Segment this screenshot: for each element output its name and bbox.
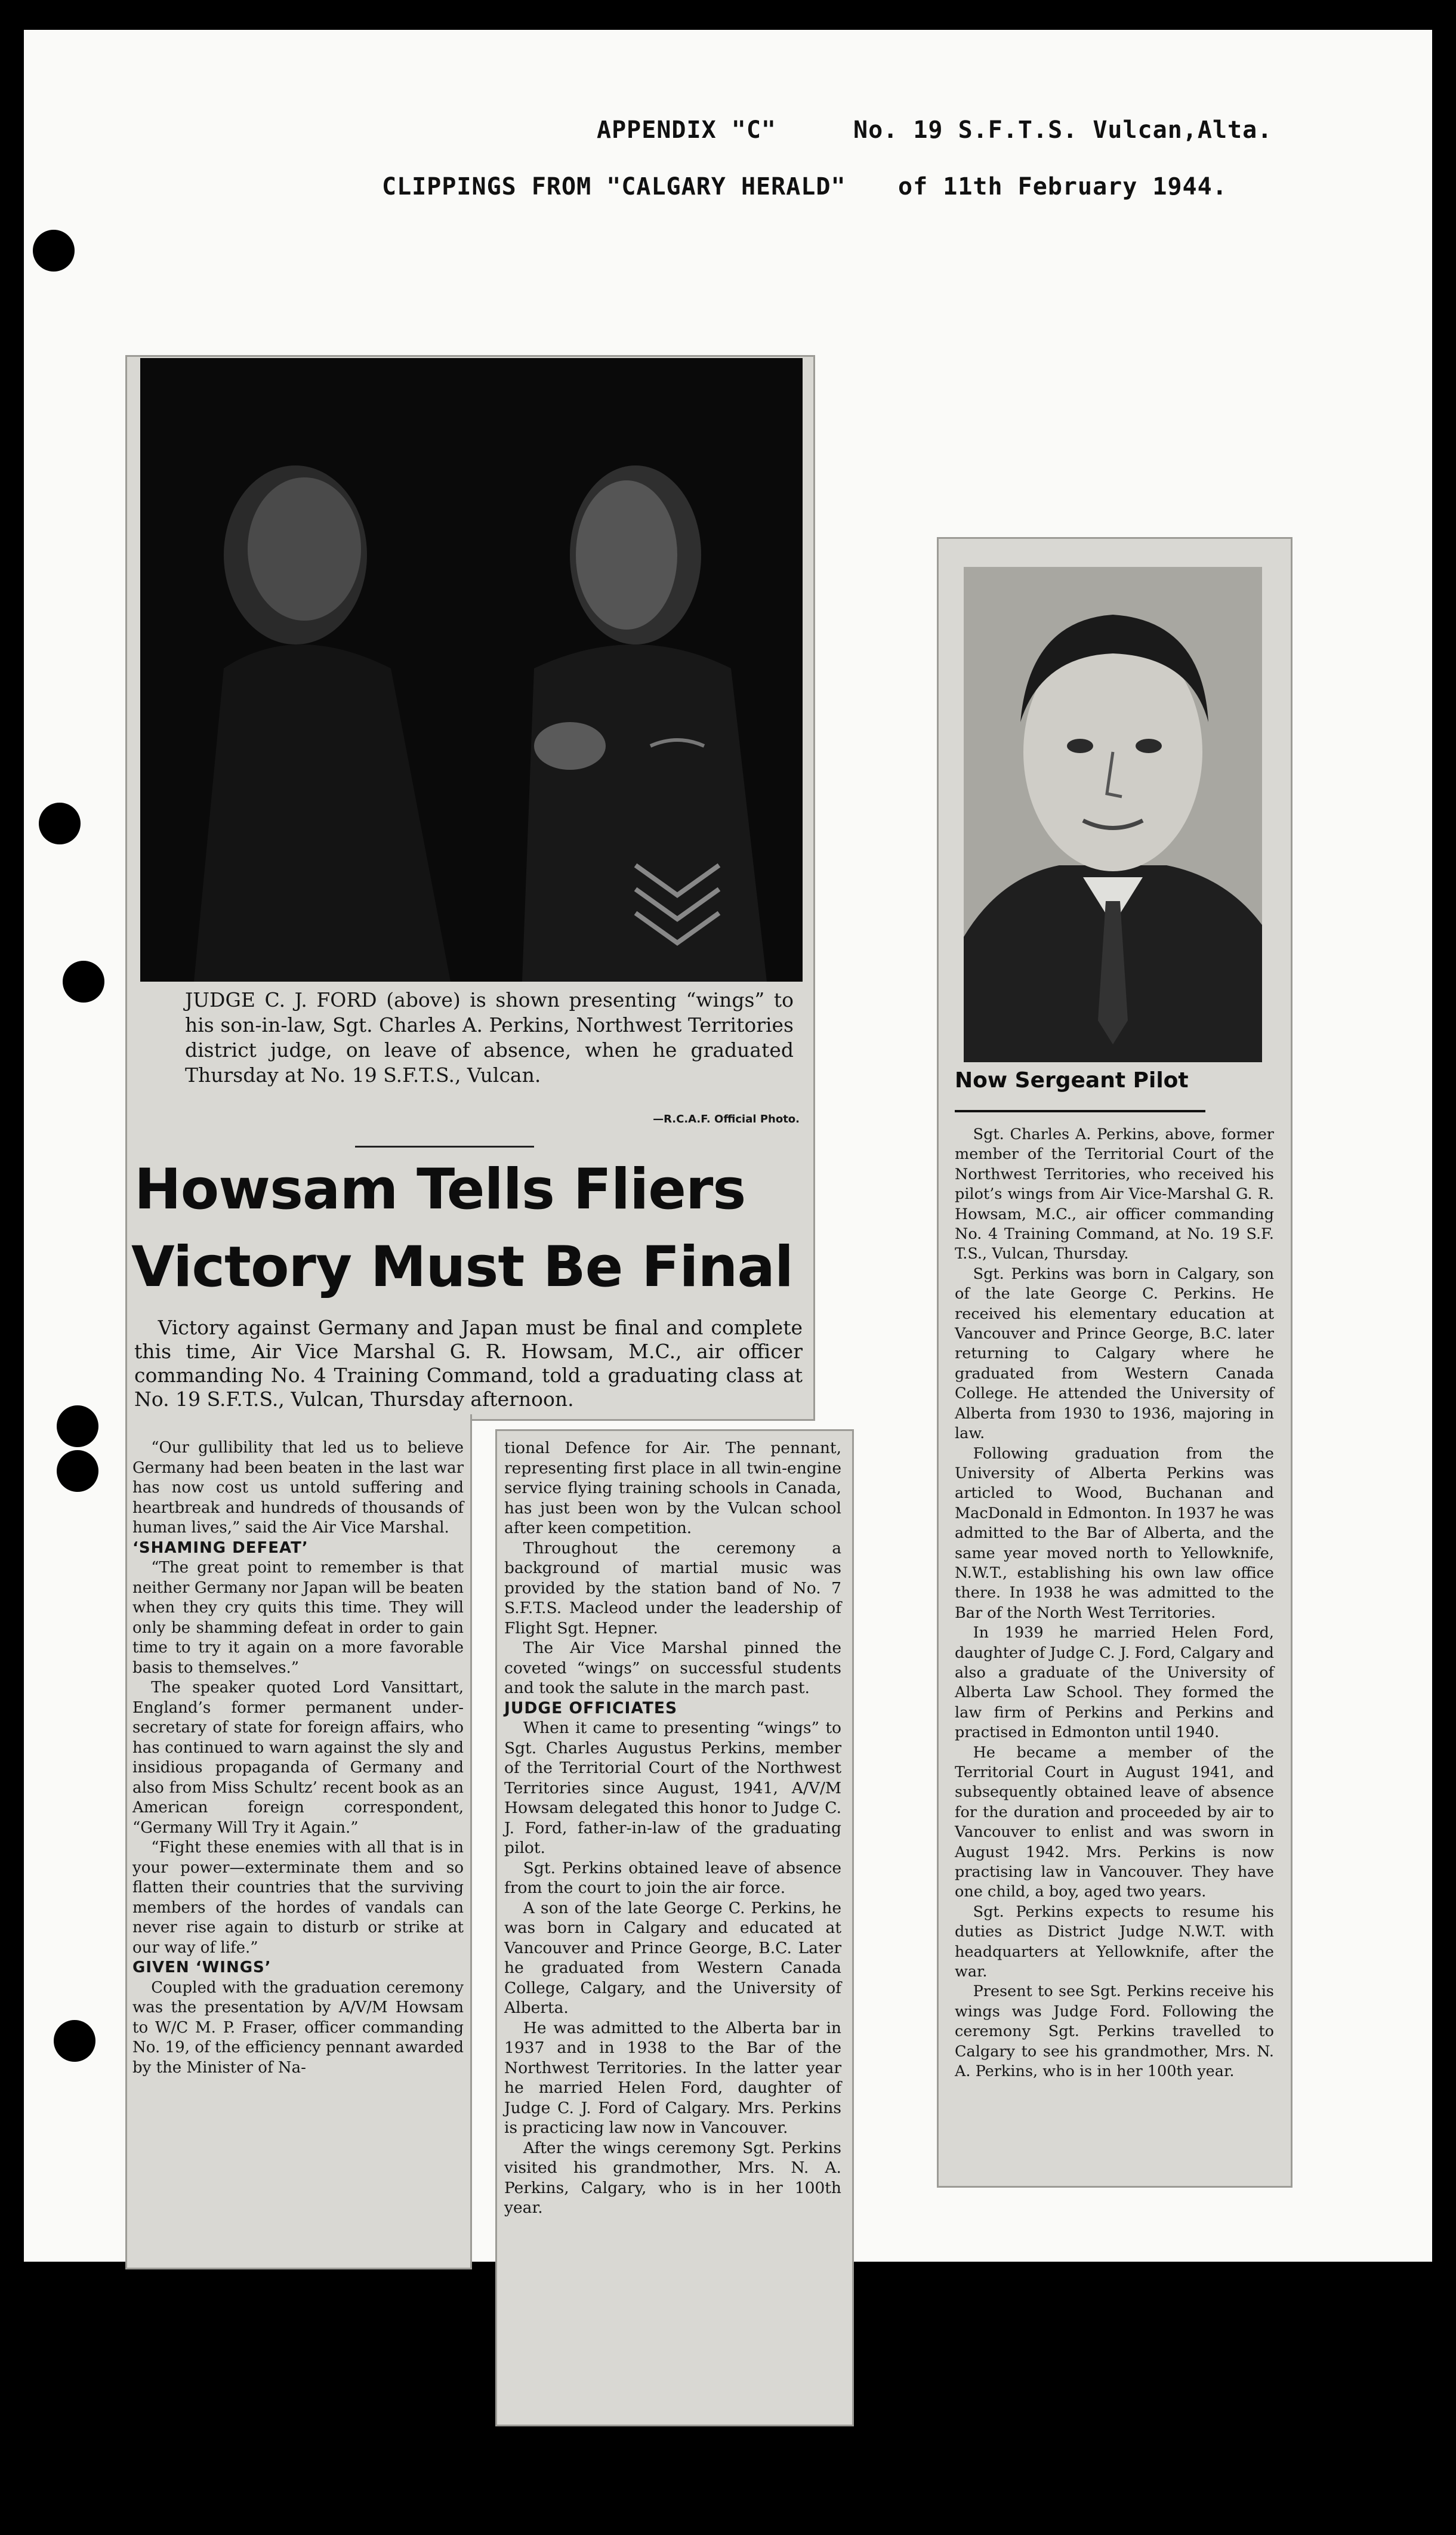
punch-hole [54, 2020, 95, 2062]
article-column-2 [504, 1438, 841, 2218]
subheading-given-wings: GIVEN ‘WINGS’ [132, 1959, 272, 1976]
paragraph: The speaker quoted Lord Vansittart, England’s former permanent under-secretary of state for foreign affairs, who has continued to warn against the sly and insidious propaganda of Germany and also from Miss Schultz’ recent book as an American foreign correspondent, “Germany Will Try it Again.” [132, 1679, 464, 1837]
clipping-date: of 11th February 1944. [898, 173, 1227, 201]
clippings-source: CLIPPINGS FROM "CALGARY HERALD" [382, 173, 846, 201]
punch-hole [63, 961, 104, 1003]
paragraph: tional Defence for Air. The pennant, representing first place in all twin-engine service flying training schools in Canada, has just been won by the Vulcan school after keen competition. [504, 1439, 841, 1537]
paragraph: He became a member of the Territorial Court in August 1941, and subsequently obtained leave of absence for the duration and proceeded by air to Vancouver to enlist and was sworn in August 1942. Mrs. Perkins is now practising law in Vancouver. They have one child, a boy, aged two years. [955, 1743, 1274, 1901]
paragraph: Following graduation from the University of Alberta Perkins was articled to Wood, Buchanan and MacDonald in Edmonton. In 1937 he was admitted to the Bar of Alberta, and the same year moved north to Yellowknife, N.W.T., establishing his own law office there. In 1938 he was admitted to the Bar of the North West Territories. [955, 1444, 1274, 1622]
paragraph: Sgt. Perkins expects to resume his duties as District Judge N.W.T. with headquarters at Yellowknife, after the war. [955, 1902, 1274, 1981]
right-clip-body [955, 1125, 1274, 2082]
portrait-photo [964, 567, 1262, 1062]
unit-label: No. 19 S.F.T.S. Vulcan,Alta. [853, 116, 1273, 144]
paragraph: When it came to presenting “wings” to Sgt. Charles Augustus Perkins, member of the Territorial Court of the Northwest Territories since August, 1941, A/V/M Howsam delegated this honor to Judge C. J. Ford, father-in-law of the graduating pilot. [504, 1719, 841, 1857]
paragraph: The Air Vice Marshal pinned the coveted “wings” on successful students and took the salute in the march past. [504, 1639, 841, 1697]
paragraph: “Our gullibility that led us to believe Germany had been beaten in the last war has now cost us untold suffering and heartbreak and hundreds of thousands of human lives,” said the Air Vice Marshal. [132, 1439, 464, 1537]
subheading-shaming-defeat: ‘SHAMING DEFEAT’ [132, 1538, 309, 1557]
paragraph: Coupled with the graduation ceremony was the presentation by A/V/M Howsam to W/C M. P. Fraser, officer commanding No. 19, of the efficiency pennant awarded by the Minister of Na- [132, 1978, 464, 2077]
headline-line-1: Howsam Tells Fliers [134, 1157, 746, 1222]
paragraph: He was admitted to the Alberta bar in 1937 and in 1938 to the Bar of the Northwest Territories. In the latter year he married Helen Ford, daughter of Judge C. J. Ford of Calgary. Mrs. Perkins is practicing law now in Vancouver. [504, 2018, 841, 2137]
paragraph: Throughout the ceremony a background of martial music was provided by the station band of No. 7 S.F.T.S. Macleod under the leadership of Flight Sgt. Hepner. [504, 1538, 841, 1637]
headline-line-2: Victory Must Be Final [131, 1235, 794, 1300]
paragraph: In 1939 he married Helen Ford, daughter of Judge C. J. Ford, Calgary and also a graduate of the University of Alberta Law School. They formed the law firm of Perkins and Perkins and practised in Edmonton until 1940. [955, 1624, 1274, 1742]
punch-hole [57, 1405, 98, 1447]
appendix-label: APPENDIX "C" [597, 116, 776, 144]
punch-hole [33, 230, 75, 272]
article-column-1 [132, 1438, 464, 2078]
paragraph: Sgt. Perkins obtained leave of absence from the court to join the air force. [504, 1858, 841, 1897]
ceremony-photo [140, 358, 803, 982]
paragraph: Sgt. Perkins was born in Calgary, son of the late George C. Perkins. He received his elementary education at Vancouver and Prince George, B.C. later returning to Calgary where he graduated from Western Canada College. He attended the University of Alberta from 1930 to 1936, majoring in law. [955, 1265, 1274, 1443]
punch-hole [39, 803, 81, 844]
paragraph: “Fight these enemies with all that is in your power—exterminate them and so flatten their countries that the surviving members of the hordes of vandals can never rise again to disturb or strike at our way of life.” [132, 1839, 464, 1957]
photo-credit: —R.C.A.F. Official Photo. [653, 1113, 800, 1125]
punch-hole [57, 1450, 98, 1492]
right-clip-title: Now Sergeant Pilot [955, 1068, 1189, 1093]
paragraph: After the wings ceremony Sgt. Perkins visited his grandmother, Mrs. N. A. Perkins, Calgary, who is in her 100th year. [504, 2138, 841, 2217]
paragraph: Sgt. Charles A. Perkins, above, former member of the Territorial Court of the Northwest Territories, who received his pilot’s wings from Air Vice-Marshal G. R. Howsam, M.C., air officer commanding No. 4 Training Command, at No. 19 S.F. T.S., Vulcan, Thursday. [955, 1125, 1274, 1263]
paragraph: A son of the late George C. Perkins, he was born in Calgary and educated at Vancouver and Prince George, B.C. Later he graduated from Western Canada College, Calgary, and the University of Alberta. [504, 1898, 841, 2017]
article-lead [134, 1316, 803, 1411]
subheading-judge-officiates: JUDGE OFFICIATES [504, 1698, 678, 1717]
lead-paragraph: Victory against Germany and Japan must be final and complete this time, Air Vice Marshal G. R. Howsam, M.C., air officer commanding No. 4 Training Command, told a graduating class at No. 19 S.F.T.S., Vulcan, Thursday afternoon. [134, 1316, 803, 1411]
portrait-photo-image [964, 567, 1262, 1062]
title-rule [955, 1110, 1205, 1112]
paragraph: “The great point to remember is that neither Germany nor Japan will be beaten when they cry quits this time. They will only be shamming defeat in order to gain time to try it again on a more favorable basis to themselves.” [132, 1559, 464, 1677]
caption-rule [355, 1146, 534, 1148]
ceremony-photo-image [140, 358, 803, 982]
paragraph: Present to see Sgt. Perkins receive his wings was Judge Ford. Following the ceremony Sgt. Perkins travelled to Calgary to see his grandmother, Mrs. N. A. Perkins, who is in her 100th year. [955, 1982, 1274, 2081]
photo-caption: JUDGE C. J. FORD (above) is shown presenting “wings” to his son-in-law, Sgt. Charles A. Perkins, Northwest Territories district judge, on leave of absence, when he graduated Thursday at No. 19 S.F.T.S., Vulcan. [185, 988, 794, 1087]
